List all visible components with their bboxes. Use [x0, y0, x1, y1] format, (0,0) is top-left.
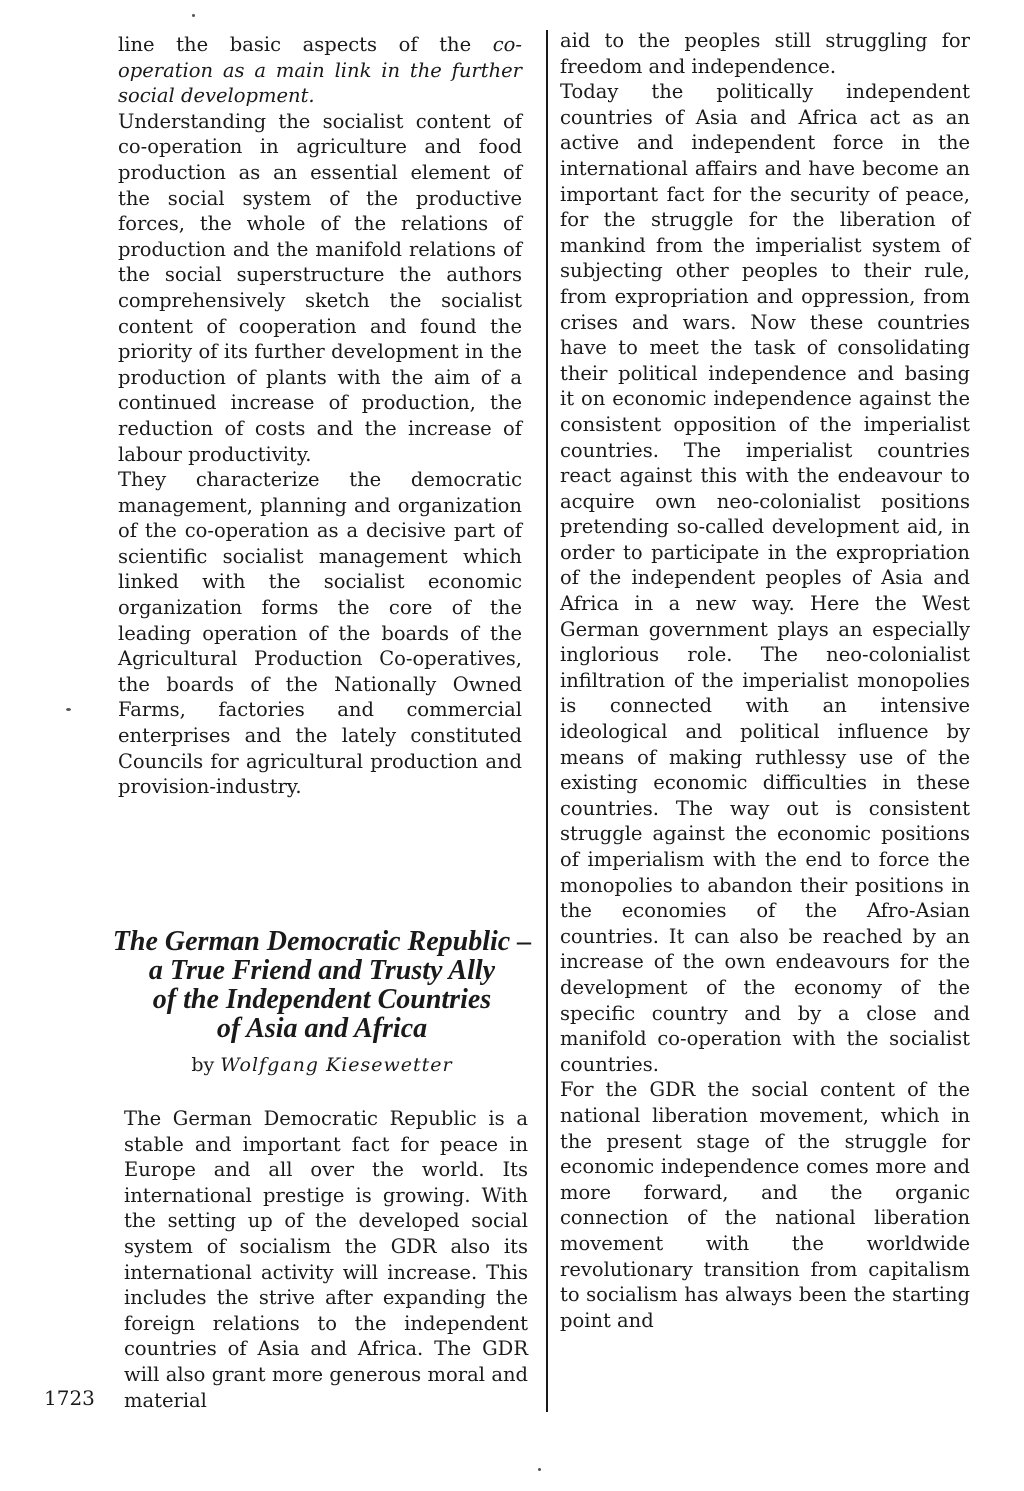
article-body-left: [124, 1106, 528, 1413]
print-speck: [538, 1468, 541, 1471]
article-body-right: [560, 28, 970, 1333]
article-paragraph: Today the politically independent countries of Asia and Africa act as an active and independent force in the international affairs and have become an important fact for the security of peace, for the struggle for the liberation of mankind from the imperialist system of subjecting other peoples to their rule, from expropriation and oppression, from crises and wars. Now these countries have to meet the task of consolidating their political independence and basing it on economic independence against the consistent opposition of the imperialist countries. The imperialist countries react against this with the endeavour to acquire own neo-colonialist positions pretending so-called development aid, in order to participate in the expropriation of the independent peoples of Asia and Africa in a new way. Here the West German government plays an especially inglorious role. The neo-colonialist infiltration of the imperialist monopolies is connected with an intensive ideological and political influence by means of making ruthlessy use of the existing economic difficulties in these countries. The way out is consistent struggle against the economic positions of imperialism with the end to force the monopolies to abandon their positions in the economies of the Afro-Asian countries. It can also be reached by an increase of the own endeavours for the development of the economy of the specific country and by a close and manifold co-operation with the socialist countries.: [560, 80, 970, 1076]
article-title-line: a True Friend and Trusty Ally: [148, 955, 496, 986]
article-title-line: of Asia and Africa: [216, 1013, 428, 1044]
paragraph-understanding: Understanding the socialist content of co-operation in agriculture and food production as an essential element of the social system of the productive forces, the whole of the relations of production and the manifold relations of the social superstructure the authors comprehensively sketch the socialist content of cooperation and found the priority of its further development in the production of plants with the aim of a continued increase of production, the reduction of costs and the increase of labour productivity.: [118, 109, 522, 466]
article-paragraph: aid to the peoples still struggling for freedom and independence.: [560, 29, 970, 78]
left-column-continued-text: [118, 32, 522, 800]
print-speck: [66, 708, 71, 711]
byline-prefix: by: [191, 1054, 215, 1076]
paragraph-they-characterize: They characterize the democratic management, planning and organization of the co-operation as a decisive part of scientific socialist management which linked with the socialist economic organization forms the core of the leading operation of the boards of the Agricultural Production Co-operatives, the boards of the Nationally Owned Farms, factories and commercial enterprises and the lately constituted Councils for agricultural production and provision-industry.: [118, 468, 522, 799]
print-speck: [192, 14, 195, 17]
column-divider: [546, 30, 548, 1412]
article-title-line: of the Independent Countries: [152, 984, 492, 1015]
article-title-line: The German Democratic Republic –: [112, 926, 532, 957]
intro-italic-text: co-operation as a main link in the further social development.: [118, 33, 522, 108]
intro-plain-text: line the basic aspects of the: [118, 33, 493, 56]
author-name: Wolfgang Kiesewetter: [220, 1054, 453, 1076]
page-number: 1723: [44, 1386, 95, 1410]
article-paragraph: For the GDR the social content of the national liberation movement, which in the present stage of the struggle for economic independence comes more and more forward, and the organic connection of the national liberation movement with the worldwide revolutionary transition from capitalism to socialism has always been the starting point and: [560, 1078, 970, 1332]
article-paragraph: The German Democratic Republic is a stable and important fact for peace in Europe and all over the world. Its international prestige is growing. With the setting up of the developed social system of socialism the GDR also its international activity will increase. This includes the strive after expanding the foreign relations to the independent countries of Asia and Africa. The GDR will also grant more generous moral and material: [124, 1107, 528, 1412]
article-byline: [112, 1053, 532, 1077]
article-title: [112, 927, 532, 1043]
intro-paragraph: [118, 32, 522, 109]
